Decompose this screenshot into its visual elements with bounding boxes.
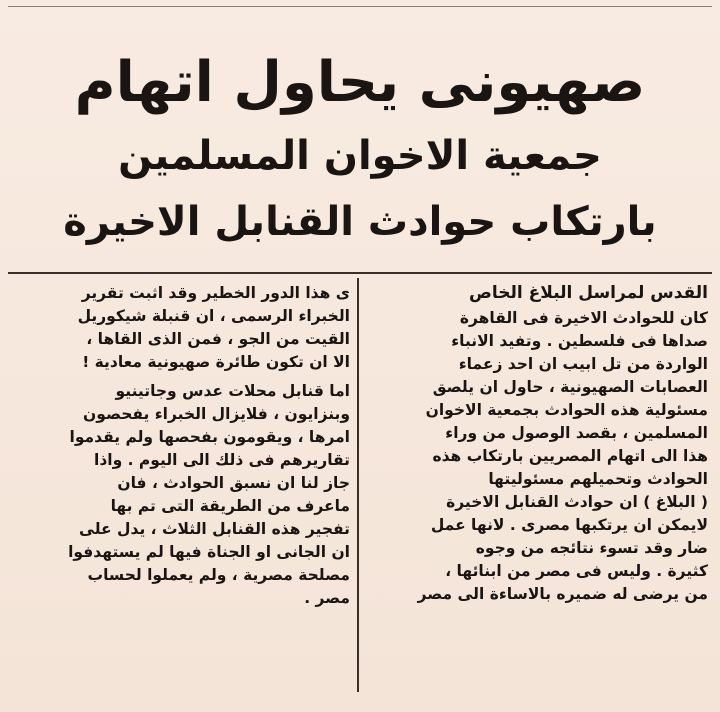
paragraph-2: [368, 491, 708, 606]
text-line: كان للحوادث الاخيرة فى القاهرة: [459, 309, 708, 327]
text-line: كثيرة . وليس فى مصر من ابنائها ،: [445, 562, 708, 580]
text-line: الخبراء الرسمى ، ان قنبلة شيكوريل: [77, 307, 350, 325]
top-edge-rule: [8, 6, 712, 7]
text-line: لايمكن ان يرتكبها مصرى . لانها عمل: [430, 516, 708, 534]
article-column-right: [368, 282, 708, 606]
headline-tertiary: بارتكاب حوادث القنابل الاخيرة: [63, 199, 657, 245]
text-line: ان الجانى او الجناة فيها لم يستهدفوا: [68, 543, 350, 561]
text-line: تفجير هذه القنابل الثلاث ، يدل على: [79, 520, 350, 538]
text-line: ( البلاغ ) ان حوادث القنابل الاخيرة: [446, 493, 708, 511]
text-line: ضار وقد تسوء نتائجه من وجوه: [475, 539, 708, 557]
text-line: الا ان تكون طائرة صهيونية معادية !: [82, 353, 350, 371]
headline-main: صهيونى يحاول اتهام: [74, 50, 646, 115]
paragraph-1: [12, 282, 350, 374]
text-line: مصلحة مصرية ، ولم يعملوا لحساب: [87, 566, 350, 584]
text-line: امرها ، ويقومون بفحصها ولم يقدموا: [69, 428, 350, 446]
text-line: وبنزايون ، فلايزال الخبراء يفحصون: [83, 405, 350, 423]
text-line: العصابات الصهيونية ، حاول ان يلصق: [432, 378, 708, 396]
text-line: تقاريرهم فى ذلك الى اليوم . واذا: [94, 451, 350, 469]
text-line: ى هذا الدور الخطير وقد اثبت تقرير: [81, 284, 350, 302]
text-line: جاز لنا ان نسبق الحوادث ، فان: [117, 474, 350, 492]
headline-secondary: جمعية الاخوان المسلمين: [118, 133, 602, 179]
text-line: اما قنابل محلات عدس وجاتينيو: [115, 382, 350, 400]
paragraph-2: [12, 380, 350, 610]
text-line: القيت من الجو ، فمن الذى القاها ،: [86, 330, 350, 348]
text-line: مصر .: [304, 589, 350, 607]
dateline: القدس لمراسل البلاغ الخاص: [469, 283, 708, 303]
text-line: صداها فى فلسطين . وتفيد الانباء: [451, 332, 708, 350]
paragraph-1: [368, 307, 708, 491]
headline-block: [40, 14, 680, 250]
headline-divider: [8, 272, 712, 274]
text-line: هذا الى اتهام المصريين بارتكاب هذه: [432, 447, 708, 465]
column-divider: [357, 278, 359, 692]
article-column-left: [12, 282, 350, 610]
text-line: الواردة من تل ابيب ان احد زعماء: [458, 355, 708, 373]
text-line: ماعرف من الطريقة التى تم بها: [110, 497, 350, 515]
text-line: المسلمين ، بقصد الوصول من وراء: [445, 424, 708, 442]
text-line: من يرضى له ضميره بالاساءة الى مصر: [417, 585, 708, 603]
text-line: الحوادث وتحميلهم مسئوليتها: [488, 470, 708, 488]
text-line: مسئولية هذه الحوادث بجمعية الاخوان: [425, 401, 708, 419]
